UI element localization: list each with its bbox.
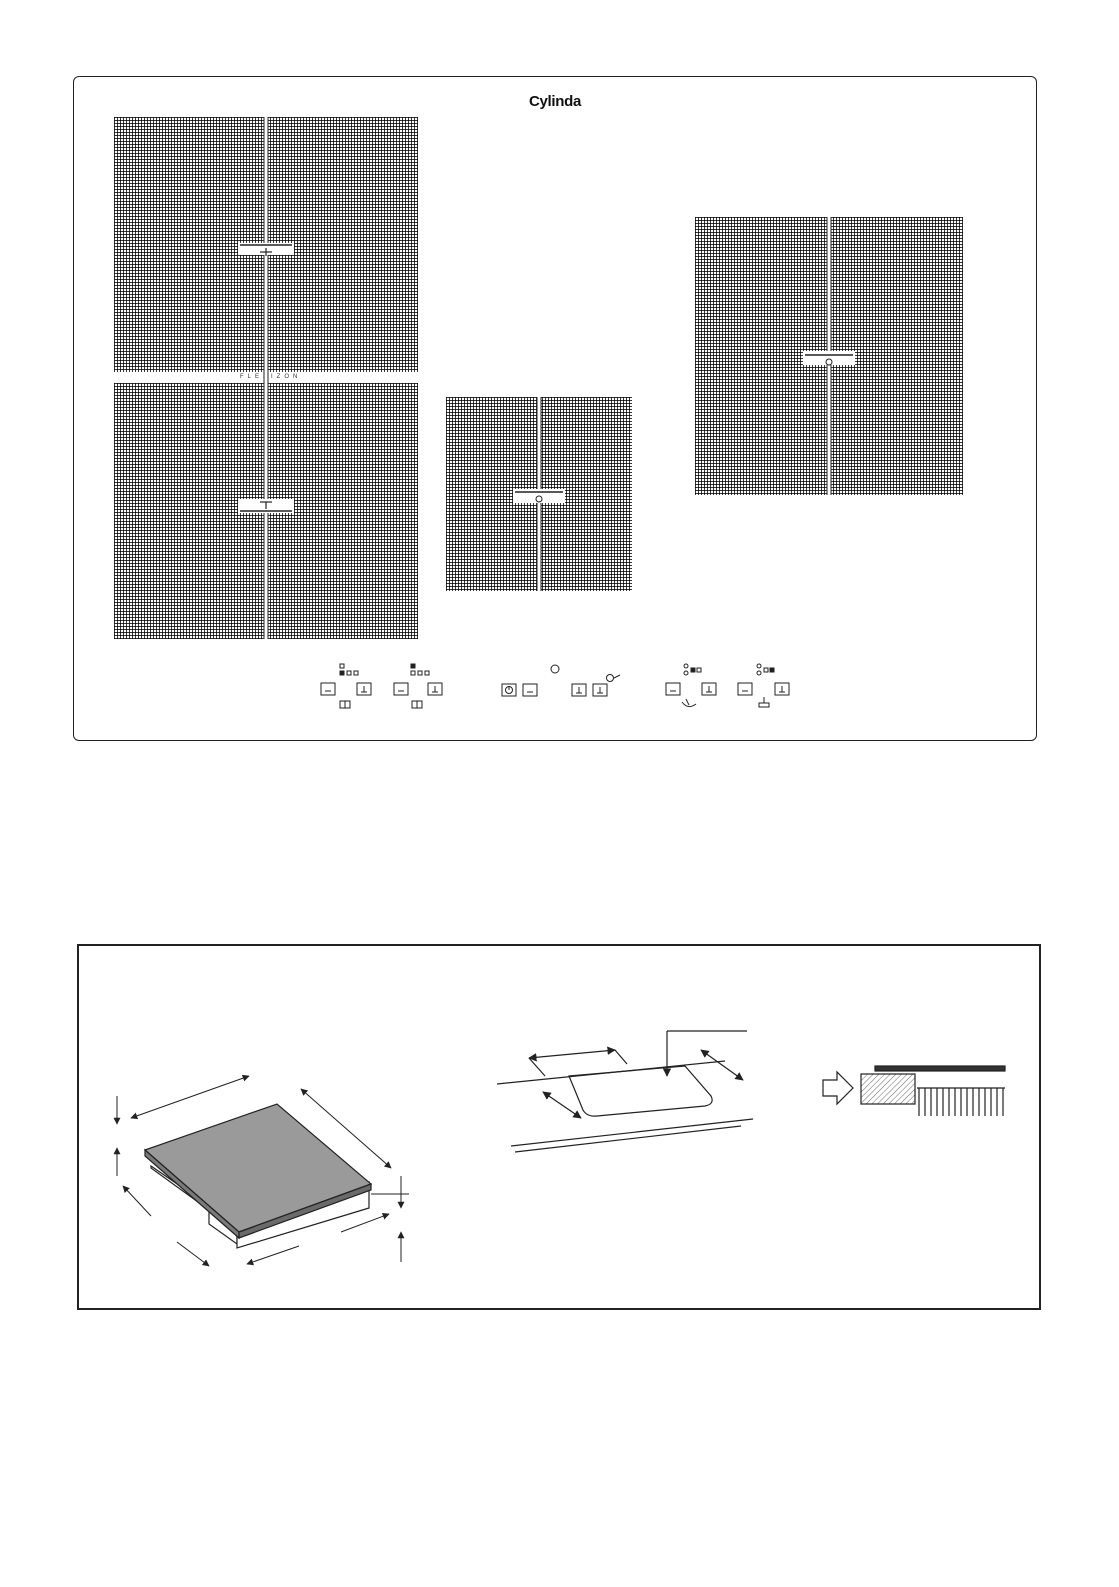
- minus-button-icon: [523, 684, 537, 696]
- zone-indicator-icon: [340, 664, 358, 675]
- plus-button-icon: [593, 684, 607, 696]
- zone-indicator-icon: [411, 664, 429, 675]
- cross-marker-icon: [513, 489, 565, 503]
- hob-top-view: [73, 76, 1037, 741]
- cutout-diagram-icon: [497, 1031, 753, 1152]
- lock-icon: [607, 675, 621, 682]
- zone-indicator-icon: [684, 664, 701, 675]
- cross-marker-icon: [238, 243, 294, 256]
- flexi-bridge-icon: [412, 701, 422, 708]
- plus-button-icon: [702, 683, 716, 695]
- zone-indicator-icon: [757, 664, 774, 675]
- control-panel: [321, 664, 789, 708]
- minus-button-icon: [321, 683, 335, 695]
- brand-logo: Cylinda: [528, 93, 582, 110]
- arrow-right-icon: [823, 1072, 853, 1104]
- installation-drawings: [79, 946, 1043, 1312]
- plus-button-icon: [775, 683, 789, 695]
- flex-zone-label: FLEXIZON: [240, 374, 302, 380]
- installation-panel: [77, 944, 1041, 1310]
- hob-overlay: [74, 77, 1038, 742]
- plus-button-icon: [357, 683, 371, 695]
- power-button-icon: [502, 684, 516, 696]
- plus-button-icon: [428, 683, 442, 695]
- cross-marker-icon: [803, 351, 855, 365]
- pot-icon: [759, 697, 769, 707]
- plus-button-icon: [572, 684, 586, 696]
- hob-isometric-icon: [145, 1104, 371, 1248]
- minus-button-icon: [666, 683, 680, 695]
- minus-button-icon: [394, 683, 408, 695]
- cross-marker-icon: [238, 499, 294, 513]
- seal-detail-icon: [861, 1066, 1005, 1116]
- flexi-bridge-icon: [340, 701, 350, 708]
- pan-icon: [682, 699, 696, 707]
- minus-button-icon: [738, 683, 752, 695]
- timer-icon: [551, 665, 559, 673]
